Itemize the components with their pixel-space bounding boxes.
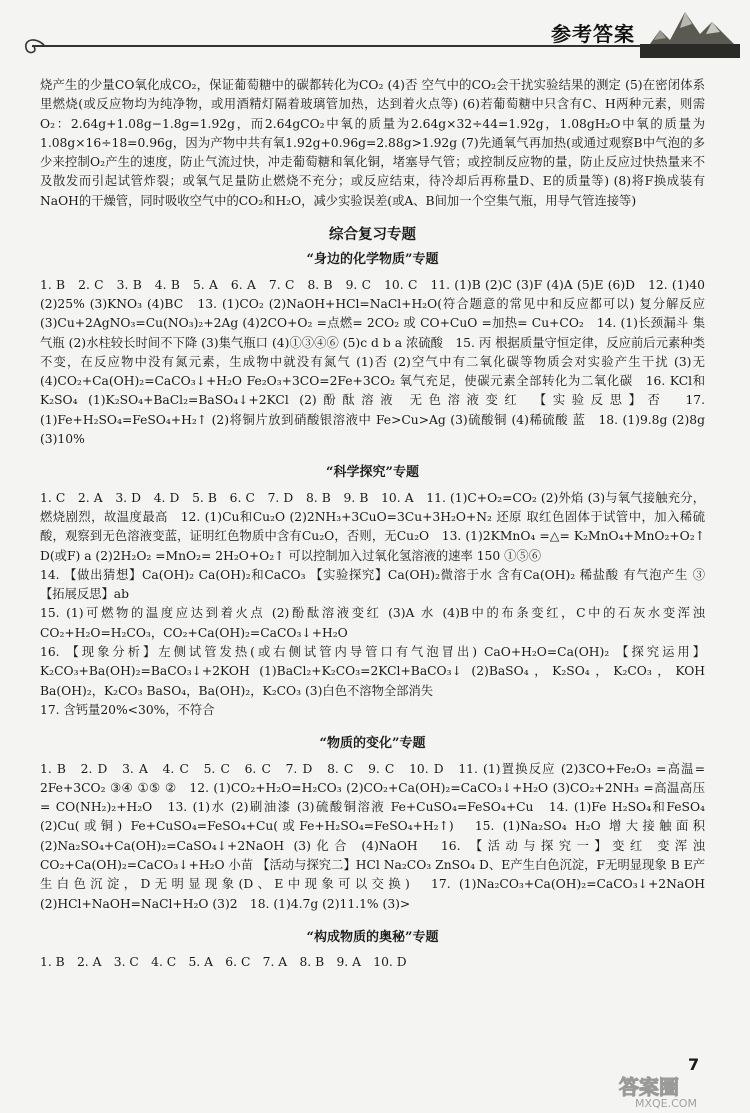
answer-paragraph: 1. B 2. D 3. A 4. C 5. C 6. C 7. D 8. C 9. C 10. D 11. (1)置换反应 (2)3CO+Fe₂O₃ =高温= 2Fe+3CO₂ ③④ ①⑤ ② 12. (1)CO₂+H₂O=H₂CO₃ (2)CO₂+Ca(OH)₂=CaCO₃↓+H₂O (3)CO₂+2NH₃ =高温高压= CO(NH₂)₂+H₂O 13. (1)水 (2)刷油漆 (3)硫酸铜溶液 Fe+CuSO₄=FeSO₄+Cu 14. (1)Fe H₂SO₄和FeSO₄ (2)Cu(或铜) Fe+CuSO₄=FeSO₄+Cu(或Fe+H₂SO₄=FeSO₄+H₂↑) 15. (1)Na₂SO₄ H₂O 增大接触面积 (2)Na₂SO₄+Ca(OH)₂=CaSO₄↓+2NaOH (3)化合 (4)NaOH 16. 【活动与探究一】变红 变浑浊 CO₂+Ca(OH)₂=CaCO₃↓+H₂O 小苗 【活动与探究二】HCl Na₂CO₃ ZnSO₄ D、E产生白色沉淀，F无明显现象 B E产生白色沉淀，D无明显现象(D、E中现象可以交换) 17. (1)Na₂CO₃+Ca(OH)₂=CaCO₃↓+2NaOH (2)HCl+NaOH=NaCl+H₂O (3)2 18. (1)4.7g (2)11.1% (3)> [40, 761, 705, 911]
answer-paragraph: 1. B 2. C 3. B 4. B 5. A 6. A 7. C 8. B 9. C 10. C 11. (1)B (2)C (3)F (4)A (5)E (6)D 12. (1)40 (2)25% (3)KNO₃ (4)BC 13. (1)CO₂ (2)NaOH+HCl=NaCl+H₂O(符合题意的常见中和反应都可以) 复分解反应 (3)Cu+2AgNO₃=Cu(NO₃)₂+2Ag (4)2CO+O₂ =点燃= 2CO₂ 或 CO+CuO =加热= Cu+CO₂ 14. (1)长颈漏斗 集气瓶 (2)水柱较长时间不下降 (3)集气瓶口 (4)①③④⑥ (5)c d b a 浓硫酸 15. 丙 根据质量守恒定律，反应前后元素种类不变，在反应物中没有氮元素，生成物中就没有氮气 (1)否 (2)空气中有二氧化碳等物质会对实验产生干扰 (3)无 (4)CO₂+Ca(OH)₂=CaCO₃↓+H₂O Fe₂O₃+3CO=2Fe+3CO₂ 氧气充足，使碳元素全部转化为二氧化碳 16. KCl和K₂SO₄ (1)K₂SO₄+BaCl₂=BaSO₄↓+2KCl (2)酚酞溶液 无色溶液变红 【实验反思】否 17. (1)Fe+H₂SO₄=FeSO₄+H₂↑ (2)将铜片放到硝酸银溶液中 Fe>Cu>Ag (3)硫酸铜 (4)稀硫酸 蓝 18. (1)9.8g (2)8g (3)10% [40, 277, 705, 447]
page-number: 7 [688, 1055, 700, 1074]
watermark-logo-icon [615, 1070, 735, 1110]
swirl-ornament-icon [18, 36, 48, 60]
answer-paragraph: 15. (1)可燃物的温度应达到着火点 (2)酚酞溶液变红 (3)A 水 (4)B中的布条变红，C中的石灰水变浑浊 CO₂+H₂O=H₂CO₃，CO₂+Ca(OH)₂=CaCO₃↓+H₂O [40, 606, 705, 640]
intro-paragraph: 烧产生的少量CO氧化成CO₂，保证葡萄糖中的碳都转化为CO₂ (4)否 空气中的CO₂会干扰实验结果的测定 (5)在密闭体系里燃烧(或反应物均为纯净物，或用酒精灯隔着玻璃管加热，达到着火点等) (6)若葡萄糖中只含有C、H两种元素，则需O₂：2.64g+1.08g−1.8g=1.92g，而2.64gCO₂中氧的质量为2.64g×32÷44=1.92g，1.08gH₂O中氧的质量为1.08g×16÷18=0.96g，因为产物中共有氧1.92g+0.96g=2.88g>1.92g (7)先通氧气再加热(或通过观察B中气泡的多少来控制O₂产生的速度，防止气流过快，冲走葡萄糖和氧化铜，堵塞导气管；或控制反应物的量，防止反应过快热量来不及散发而引起试管炸裂；或氧气足量防止燃烧不充分；或反应结束，待冷却后再称量D、E的质量等) (8)将F换成装有NaOH的干燥管，同时吸收空气中的CO₂和H₂O，减少实验误差(或A、B间加一个空集气瓶，用导气管连接等) [40, 78, 705, 208]
answer-paragraph: 17. 含钙量20%<30%，不符合 [40, 702, 215, 717]
subsection-title-inquiry: “科学探究”专题 [326, 465, 419, 481]
section-title: 综合复习专题 [329, 226, 416, 244]
mountain-decoration-icon [640, 0, 740, 58]
answer-paragraph: 1. B 2. A 3. C 4. C 5. A 6. C 7. A 8. B 9. A 10. D [40, 955, 407, 970]
page-title: 参考答案 [551, 22, 635, 46]
svg-text:答案圈: 答案圈 [619, 1075, 679, 1099]
answer-paragraph: 14. 【做出猜想】Ca(OH)₂ Ca(OH)₂和CaCO₃ 【实验探究】Ca(OH)₂微溶于水 含有Ca(OH)₂ 稀盐酸 有气泡产生 ③ 【拓展反思】ab [40, 567, 705, 602]
answer-paragraph: 16. 【现象分析】左侧试管发热(或右侧试管内导管口有气泡冒出) CaO+H₂O=Ca(OH)₂ 【探究运用】K₂CO₃+Ba(OH)₂=BaCO₃↓+2KOH (1)BaCl₂+K₂CO₃=2KCl+BaCO₃↓ (2)BaSO₄，K₂SO₄，K₂CO₃，KOH Ba(OH)₂，K₂CO₃ BaSO₄，Ba(OH)₂，K₂CO₃ (3)白色不溶物全部消失 [40, 645, 705, 698]
answer-content [40, 76, 705, 972]
page-header [0, 0, 750, 60]
subsection-title-structure: “构成物质的奥秘”专题 [306, 929, 439, 945]
svg-text:MXQE.COM: MXQE.COM [635, 1097, 697, 1110]
subsection-title-changes: “物质的变化”专题 [319, 736, 426, 752]
subsection-title-substances: “身边的化学物质”专题 [306, 252, 439, 268]
answer-paragraph: 1. C 2. A 3. D 4. D 5. B 6. C 7. D 8. B 9. B 10. A 11. (1)C+O₂=CO₂ (2)外焰 (3)与氧气接触充分，燃烧剧烈，故温度最高 12. (1)Cu和Cu₂O (2)2NH₃+3CuO=3Cu+3H₂O+N₂ 还原 取红色固体于试管中，加入稀硫酸，观察到无色溶液变蓝，证明红色物质中含有Cu₂O，否则，无Cu₂O 13. (1)2KMnO₄ =△= K₂MnO₄+MnO₂+O₂↑ D(或F) a (2)2H₂O₂ =MnO₂= 2H₂O+O₂↑ 可以控制加入过氧化氢溶液的速率 150 ①⑤⑥ [40, 490, 705, 563]
